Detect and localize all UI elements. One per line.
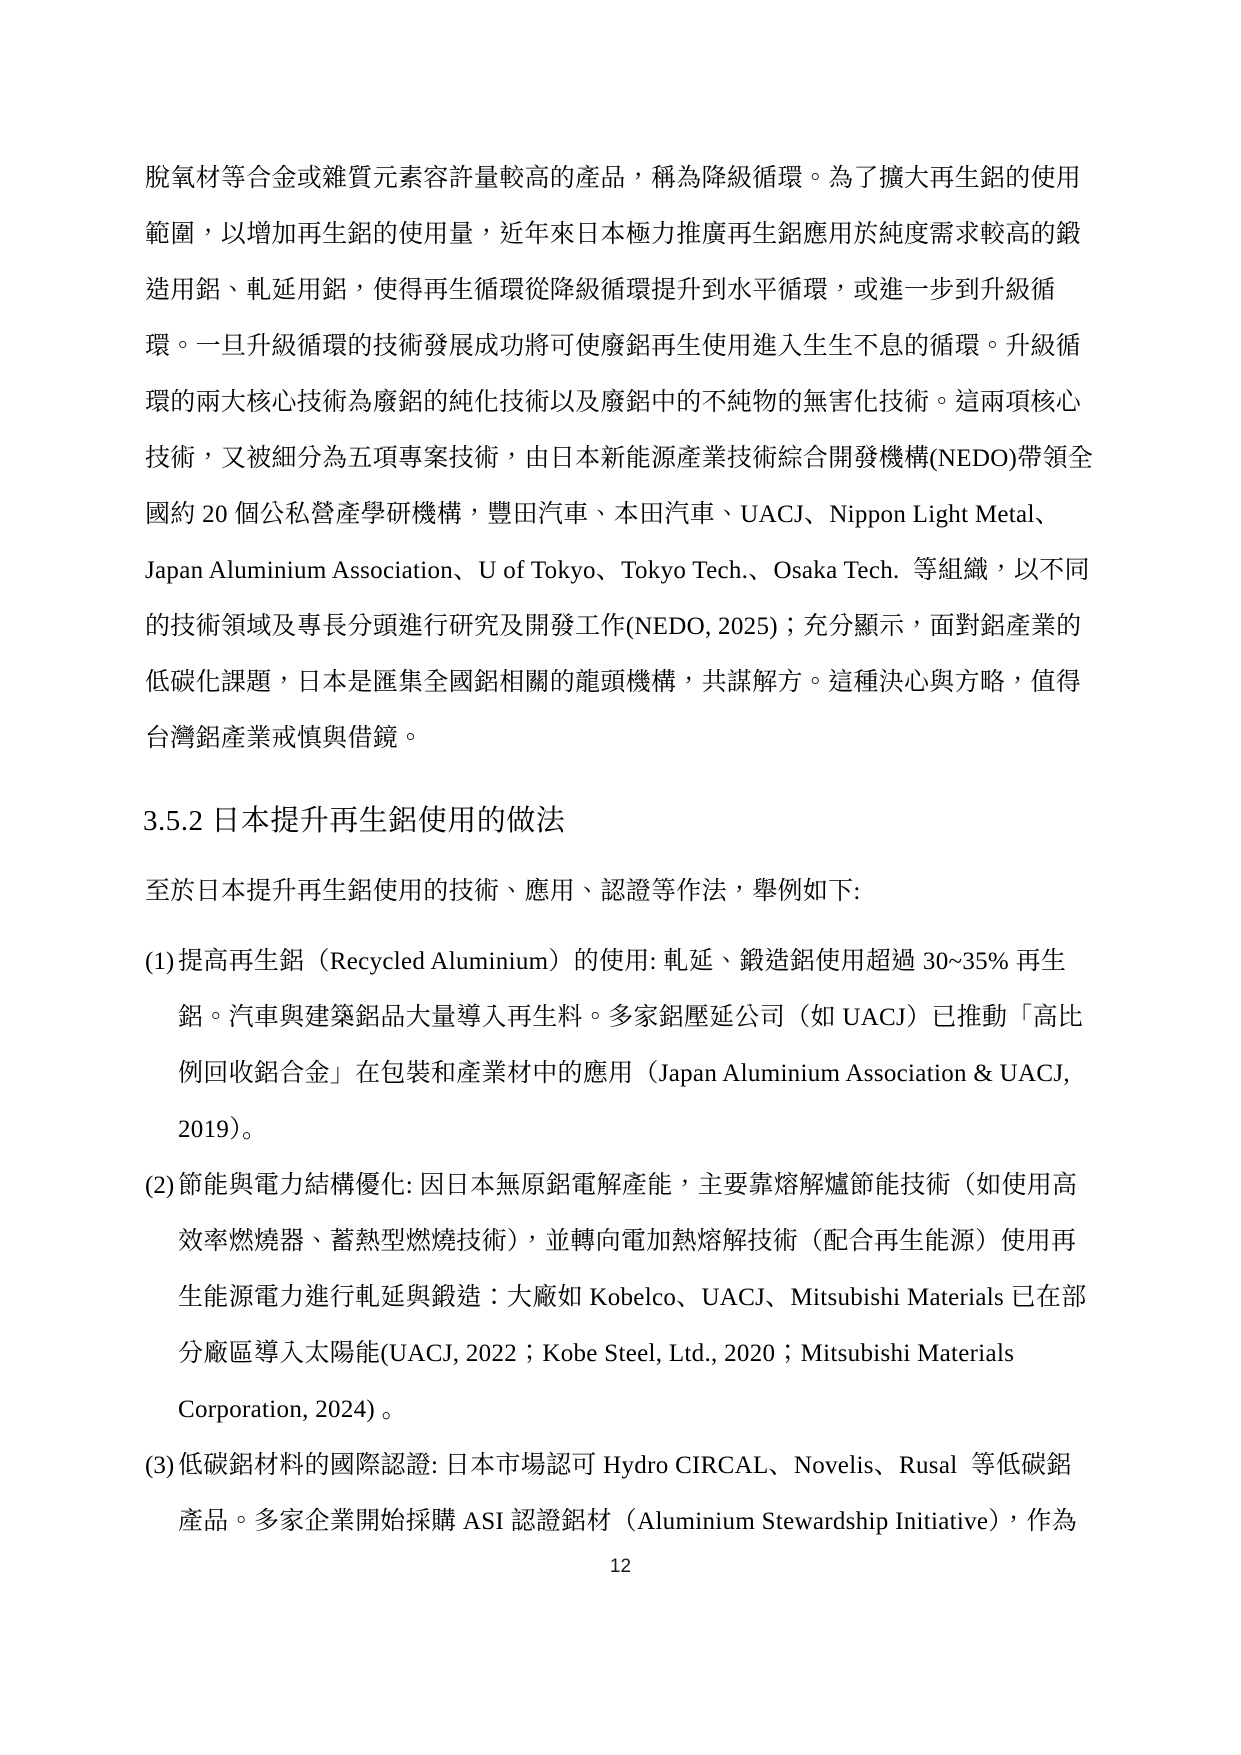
- text-line: 產品。多家企業開始採購 ASI 認證鋁材（Aluminium Stewardship Initiative），作為: [178, 1508, 1078, 1535]
- list-item-marker: (3): [145, 1452, 175, 1479]
- list-item: [145, 1158, 1145, 1438]
- list-item-marker: (2): [145, 1172, 175, 1199]
- text-line: 台灣鋁產業戒慎與借鏡。: [145, 725, 424, 752]
- text-line: 國約 20 個公私營產學研機構，豐田汽車、本田汽車、UACJ、Nippon Light Metal、: [145, 501, 1060, 528]
- text-line: 鋁。汽車與建築鋁品大量導入再生料。多家鋁壓延公司（如 UACJ）已推動「高比: [178, 1004, 1084, 1031]
- text-line: 環的兩大核心技術為廢鋁的純化技術以及廢鋁中的不純物的無害化技術。這兩項核心: [145, 389, 1082, 416]
- text-line: 2019）。: [178, 1116, 268, 1143]
- list-item-body: [178, 1158, 1145, 1438]
- text-line: 生能源電力進行軋延與鍛造：大廠如 Kobelco、UACJ、Mitsubishi Materials 已在部: [178, 1284, 1087, 1311]
- text-line: 低碳鋁材料的國際認證: 日本市場認可 Hydro CIRCAL、Novelis、Rusal 等低碳鋁: [178, 1452, 1072, 1479]
- text-line: 至於日本提升再生鋁使用的技術、應用、認證等作法，舉例如下:: [145, 878, 861, 905]
- list-item-body: [178, 934, 1145, 1158]
- body-paragraph: [145, 151, 1145, 767]
- list-item: [145, 1438, 1145, 1550]
- list-item: [145, 934, 1145, 1158]
- text-line: 造用鋁、軋延用鋁，使得再生循環從降級循環提升到水平循環，或進一步到升級循: [145, 277, 1056, 304]
- list-item-marker: (1): [145, 948, 175, 975]
- text-line: 分廠區導入太陽能(UACJ, 2022；Kobe Steel, Ltd., 2020；Mitsubishi Materials: [178, 1340, 1015, 1367]
- text-line: 範圍，以增加再生鋁的使用量，近年來日本極力推廣再生鋁應用於純度需求較高的鍛: [145, 221, 1082, 248]
- page-number: 12: [609, 1556, 632, 1577]
- text-line: 效率燃燒器、蓄熱型燃燒技術），並轉向電加熱熔解技術（配合再生能源）使用再: [178, 1228, 1077, 1255]
- text-line: 技術，又被細分為五項專案技術，由日本新能源產業技術綜合開發機構(NEDO)帶領全: [145, 445, 1094, 472]
- section-heading: 3.5.2 日本提升再生鋁使用的做法: [143, 805, 566, 837]
- text-line: 例回收鋁合金」在包裝和產業材中的應用（Japan Aluminium Association & UACJ,: [178, 1060, 1070, 1087]
- text-line: Japan Aluminium Association、U of Tokyo、Tokyo Tech.、Osaka Tech. 等組織，以不同: [145, 557, 1090, 584]
- list-item-body: [178, 1438, 1145, 1550]
- text-line: Corporation, 2024) 。: [178, 1396, 407, 1423]
- intro-paragraph: [145, 864, 1145, 920]
- text-line: 節能與電力結構優化: 因日本無原鋁電解產能，主要靠熔解爐節能技術（如使用高: [178, 1172, 1078, 1199]
- text-line: 脫氧材等合金或雜質元素容許量較高的產品，稱為降級循環。為了擴大再生鋁的使用: [145, 165, 1082, 192]
- text-line: 低碳化課題，日本是匯集全國鋁相關的龍頭機構，共謀解方。這種決心與方略，值得: [145, 669, 1082, 696]
- text-line: 環。一旦升級循環的技術發展成功將可使廢鋁再生使用進入生生不息的循環。升級循: [145, 333, 1082, 360]
- text-line: 的技術領域及專長分頭進行研究及開發工作(NEDO, 2025)；充分顯示，面對鋁產業的: [145, 613, 1082, 640]
- text-line: 提高再生鋁（Recycled Aluminium）的使用: 軋延、鍛造鋁使用超過 30~35% 再生: [178, 948, 1067, 975]
- numbered-list: [145, 934, 1145, 1550]
